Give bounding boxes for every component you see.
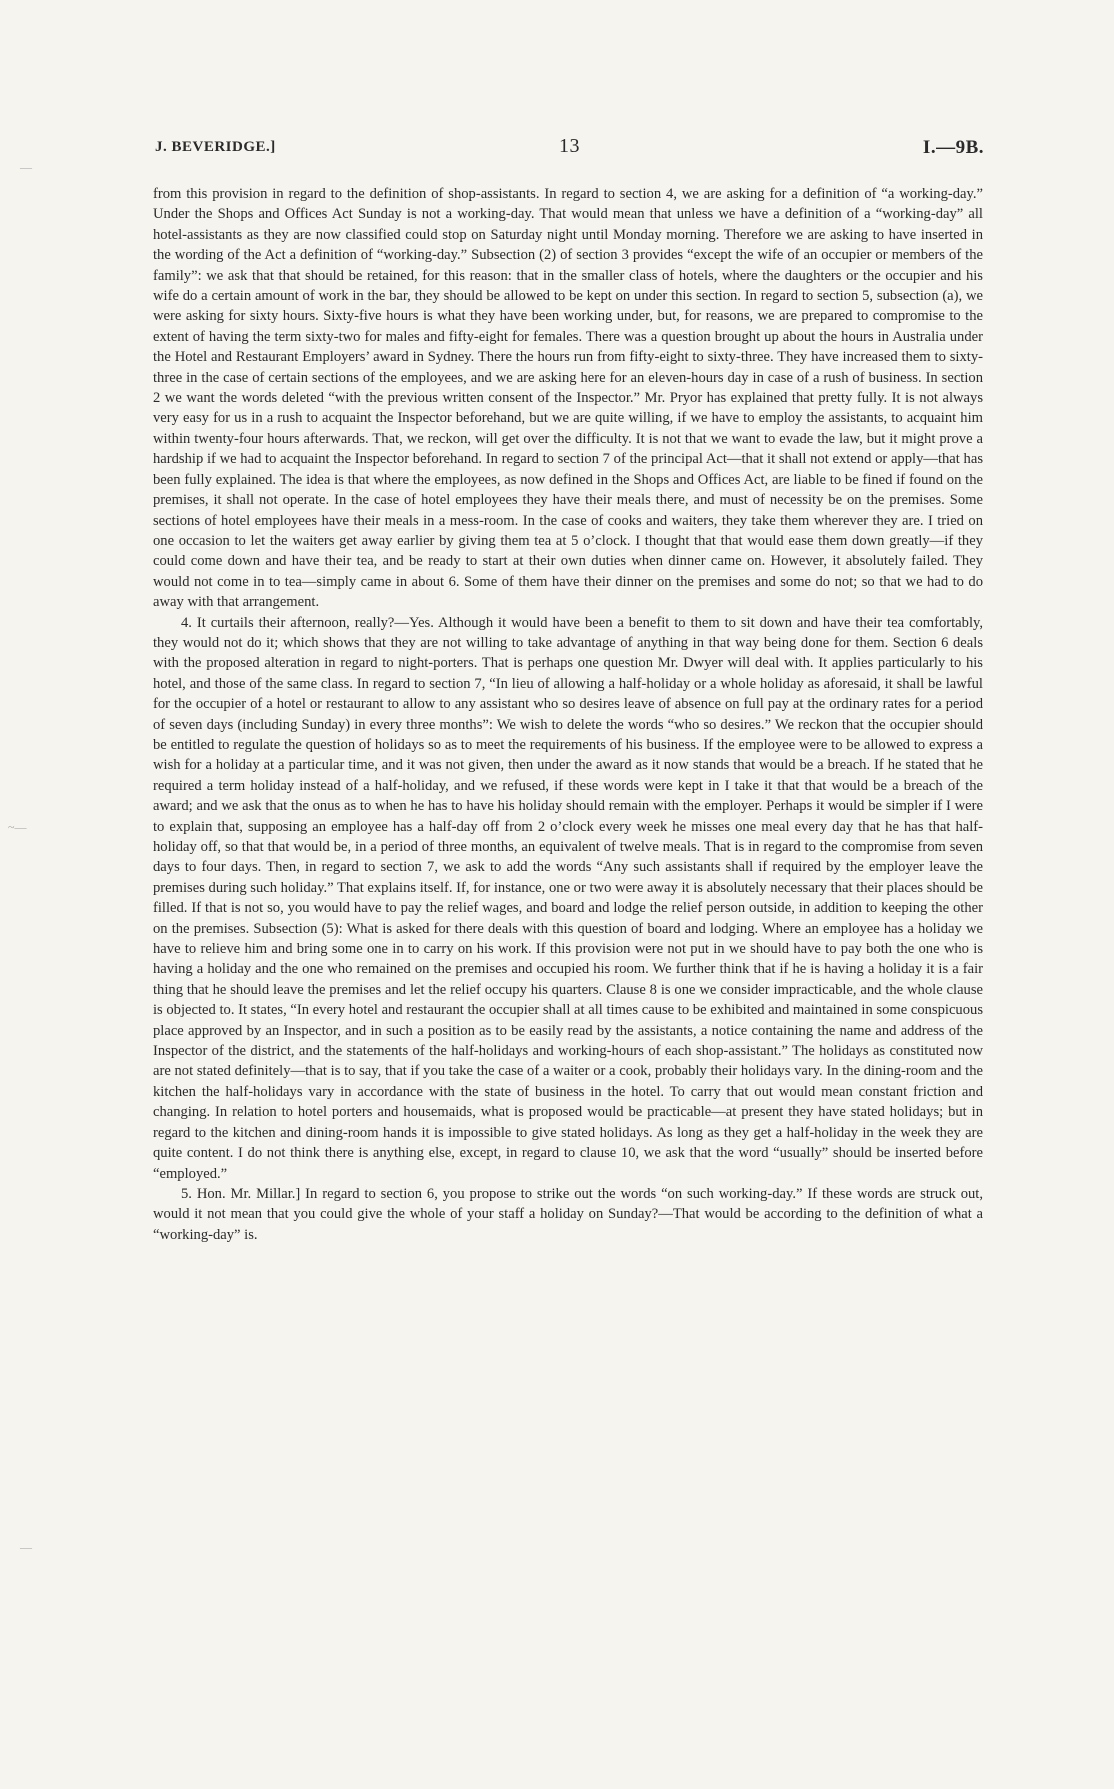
paragraph-question-5: 5. Hon. Mr. Millar.] In regard to section 6, you propose to strike out the words “on such working-day.” If these words are struck out, would it not mean that you could give the whole of your staff a holiday on Sunday?—That would be according to the definition of what a “working-day” is.: [153, 1185, 983, 1243]
page-header: [155, 133, 984, 163]
document-reference: I.—9B.: [922, 137, 984, 158]
paragraph-continuation: from this provision in regard to the definition of shop-assistants. In regard to section 4, we are asking for a definition of “a working-day.” Under the Shops and Offices Act Sunday is not a working-day. That would mean that unless we have a definition of a “working-day” all hotel-assistants as they are now classified could stop on Saturday night until Monday morning. Therefore we are asking to have inserted in the wording of the Act a definition of “working-day.” Subsection (2) of section 3 provides “except the wife of an occupier or members of the family”: we ask that that should be retained, for this reason: that in the smaller class of hotels, where the daughters or the occupier and his wife do a certain amount of work in the bar, they should be allowed to be kept on under this section. In regard to section 5, subsection (a), we were asking for sixty hours. Sixty-five hours is what they have been working under, but, for reasons, we are prepared to compromise to the extent of having the term sixty-two for males and fifty-eight for females. There was a question brought up about the hours in Australia under the Hotel and Restaurant Employers’ award in Sydney. There the hours run from fifty-eight to sixty-three. They have increased them to sixty-three in the case of certain sections of the employees, and we are asking here for an eleven-hours day in case of a rush of business. In section 2 we want the words deleted “with the previous written consent of the Inspector.” Mr. Pryor has explained that pretty fully. It is not always very easy for us in a rush to acquaint the Inspector beforehand, but we are quite willing, if we have to employ the assistants, to acquaint him within twenty-four hours afterwards. That, we reckon, will get over the difficulty. It is not that we want to evade the law, but it might prove a hardship if we had to acquaint the Inspector beforehand. In regard to section 7 of the principal Act—that it shall not extend or apply—that has been fully explained. The idea is that where the employees, as now defined in the Shops and Offices Act, are liable to be fined if found on the premises, it shall not operate. In the case of hotel employees they have their meals there, and must of necessity be on the premises. Some sections of hotel employees have their meals in a mess-room. In the case of cooks and waiters, they take them wherever they are. I tried on one occasion to let the waiters get away earlier by giving them tea at 5 o’clock. I thought that that would ease them down greatly—if they could come down and have their tea, and be ready to start at their own duties when dinner came on. However, it absolutely failed. They would not come in to tea—simply came in about 6. Some of them have their dinner on the premises and some do not; so that we had to do away with that arrangement.: [153, 186, 983, 611]
margin-mark: —: [20, 1540, 32, 1554]
margin-mark: ~—: [8, 820, 27, 834]
witness-name: J. BEVERIDGE.]: [155, 139, 276, 155]
margin-mark: —: [20, 160, 32, 174]
page-body: [153, 184, 983, 1245]
page-number: 13: [559, 135, 580, 157]
paragraph-question-4: 4. It curtails their afternoon, really?—Yes. Although it would have been a benefit to them to sit down and have their tea comfortably, they would not do it; which shows that they are not willing to take advantage of anything in that way being done for them. Section 6 deals with the proposed alteration in regard to night-porters. That is perhaps one question Mr. Dwyer will deal with. It applies particularly to his hotel, and those of the same class. In regard to section 7, “In lieu of allowing a half-holiday or a whole holiday as aforesaid, it shall be lawful for the occupier of a hotel or restaurant to allow to any assistant who so desires leave of absence on full pay at the ordinary rates for a period of seven days (including Sunday) in every three months”: We wish to delete the words “who so desires.” We reckon that the occupier should be entitled to regulate the question of holidays so as to meet the requirements of his business. If the employee were to be allowed to express a wish for a holiday at a particular time, and it was not given, then under the award as it now stands that would be a breach. If he stated that he required a term holiday instead of a half-holiday, and we refused, if these words were kept in I take it that that would be a breach of the award; and we ask that the onus as to when he has to have his holiday should remain with the employer. Perhaps it would be simpler if I were to explain that, supposing an employee has a half-day off from 2 o’clock every week he misses one meal every day that he has that half-holiday off, so that that would be, in a period of three months, an equivalent of twelve meals. That is in regard to the compromise from seven days to four days. Then, in regard to section 7, we ask to add the words “Any such assistants shall if required by the employer leave the premises during such holiday.” That explains itself. If, for instance, one or two were away it is absolutely necessary that their places should be filled. If that is not so, you would have to pay the relief wages, and board and lodge the relief person outside, in addition to keeping the other on the premises. Subsection (5): What is asked for there deals with this question of board and lodging. Where an employee has a holiday we have to relieve him and bring some one in to carry on his work. If this provision were not put in we should have to pay both the one who is having a holiday and the one who remained on the premises and occupied his room. We further think that if he is having a holiday it is a fair thing that he should leave the premises and let the relief occupy his quarters. Clause 8 is one we consider impracticable, and the whole clause is objected to. It states, “In every hotel and restaurant the occupier shall at all times cause to be exhibited and maintained in some conspicuous place approved by an Inspector, and in such a position as to be easily read by the assistants, a notice containing the name and address of the Inspector of the district, and the statements of the half-holidays and working-hours of each shop-assistant.” The holidays as constituted now are not stated definitely—that is to say, that if you take the case of a waiter or a cook, probably their holidays vary. In the dining-room and the kitchen the half-holidays vary in accordance with the state of business in the hotel. To carry that out would mean constant friction and changing. In relation to hotel porters and housemaids, what is proposed would be practicable—at present they have stated holidays; but in regard to the kitchen and dining-room hands it is impossible to give stated holidays. As long as they get a half-holiday in the week they are quite content. I do not think there is anything else, except, in regard to clause 10, we ask that the word “usually” should be inserted before “employed.”: [153, 614, 983, 1182]
